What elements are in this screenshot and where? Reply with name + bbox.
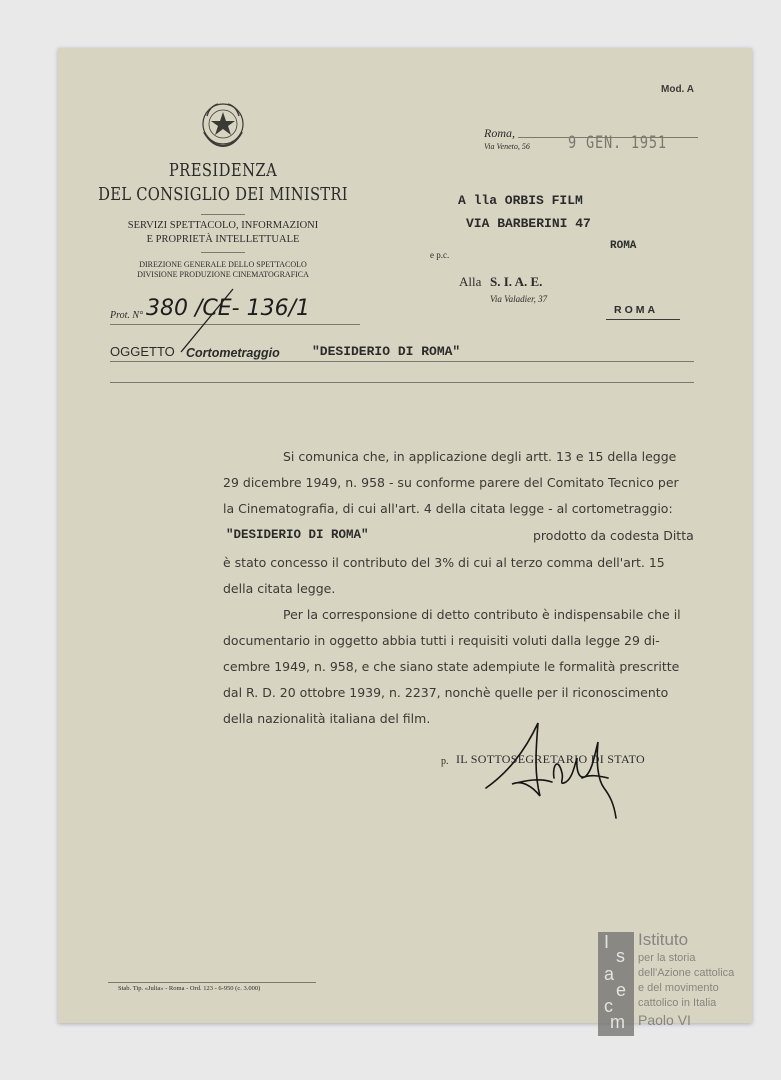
subject-type: Cortometraggio <box>186 346 280 360</box>
subject-label: OGGETTO <box>110 344 175 359</box>
logo-letter-e: e <box>616 980 627 1000</box>
body-p2-line3: cembre 1949, n. 958, e che siano state adempiute le formalità prescritte <box>223 659 680 674</box>
logo-letter-i: I <box>604 932 610 952</box>
logo-line-3: dell'Azione cattolica <box>638 967 735 979</box>
siae-city: ROMA <box>614 304 659 316</box>
subject-title: "DESIDERIO DI ROMA" <box>312 344 461 359</box>
logo-letter-m: m <box>610 1012 625 1032</box>
place-address: Via Veneto, 56 <box>484 142 530 151</box>
siae-address: Via Valadier, 37 <box>490 294 548 304</box>
signature-title: IL SOTTOSEGRETARIO DI STATO <box>456 752 645 766</box>
subject-line-2 <box>110 382 694 383</box>
logo-line-2: per la storia <box>638 952 696 964</box>
logo-line-5: cattolico in Italia <box>638 997 717 1009</box>
isacem-logo <box>598 930 758 1040</box>
handwritten-signature <box>482 718 622 828</box>
body-film-title: "DESIDERIO DI ROMA" <box>226 528 369 542</box>
recipient-line1: A lla ORBIS FILM <box>458 193 583 208</box>
logo-line-4: e del movimento <box>638 982 719 994</box>
header-presidenza: PRESIDENZA <box>168 160 278 181</box>
header-direzione: DIREZIONE GENERALE DELLO SPETTACOLO <box>139 260 307 269</box>
document-page <box>58 48 752 1023</box>
protocol-slash-mark <box>173 284 243 354</box>
body-p2-line5: della nazionalità italiana del film. <box>223 711 431 726</box>
header-servizi: SERVIZI SPETTACOLO, INFORMAZIONI <box>127 220 319 231</box>
logo-letter-c: c <box>604 996 613 1016</box>
alla-label: Alla <box>459 274 482 289</box>
header-divider <box>201 214 245 215</box>
footer-line <box>108 982 316 983</box>
body-p1-line6: della citata legge. <box>223 581 336 596</box>
logo-letter-a: a <box>604 964 615 984</box>
body-p2-line1: Per la corresponsione di detto contributo è indispensabile che il <box>283 607 681 622</box>
body-p1-line2: 29 dicembre 1949, n. 958 - su conforme parere del Comitato Tecnico per <box>223 475 679 490</box>
body-p1-line5: è stato concesso il contributo del 3% di cui al terzo comma dell'art. 15 <box>223 555 665 570</box>
logo-line-6: Paolo VI <box>638 1012 691 1028</box>
body-p2-line4: dal R. D. 20 ottobre 1939, n. 2237, nonchè quelle per il riconoscimento <box>223 685 669 700</box>
protocol-label: Prot. N° <box>110 310 144 321</box>
recipient-line2: VIA BARBERINI 47 <box>466 216 591 231</box>
header-consiglio: DEL CONSIGLIO DEI MINISTRI <box>98 184 348 205</box>
logo-letter-s: s <box>616 946 625 966</box>
siae-name: S. I. A. E. <box>490 274 543 289</box>
protocol-number: 380 /CE- 136/1 <box>146 296 310 321</box>
header-proprieta: E PROPRIETÀ INTELLETTUALE <box>146 234 300 245</box>
place-city: Roma, <box>484 126 515 140</box>
epc-label: e p.c. <box>430 250 450 260</box>
logo-letter-grid <box>598 932 634 1036</box>
mod-label: Mod. A <box>661 84 694 95</box>
body-p1-line4: prodotto da codesta Ditta <box>533 528 694 543</box>
logo-line-1: Istituto <box>638 930 689 949</box>
recipient-city: ROMA <box>610 240 637 252</box>
siae-city-line <box>606 319 680 320</box>
header-divider-2 <box>201 252 245 253</box>
date-stamp: 9 GEN. 1951 <box>568 133 667 153</box>
signature-p: p. <box>441 756 449 767</box>
body-p1-line3: la Cinematografia, di cui all'art. 4 della citata legge - al cortometraggio: <box>223 501 673 516</box>
republic-emblem-icon <box>198 98 248 150</box>
footer-printer: Stab. Tip. «Julia» - Roma - Ord. 123 - 6-950 (c. 3.000) <box>118 985 261 992</box>
header-divisione: DIVISIONE PRODUZIONE CINEMATOGRAFICA <box>137 270 309 279</box>
body-p1-line1: Si comunica che, in applicazione degli artt. 13 e 15 della legge <box>283 449 677 464</box>
body-p2-line2: documentario in oggetto abbia tutti i requisiti voluti dalla legge 29 di- <box>223 633 660 648</box>
subject-line-1 <box>110 361 694 362</box>
